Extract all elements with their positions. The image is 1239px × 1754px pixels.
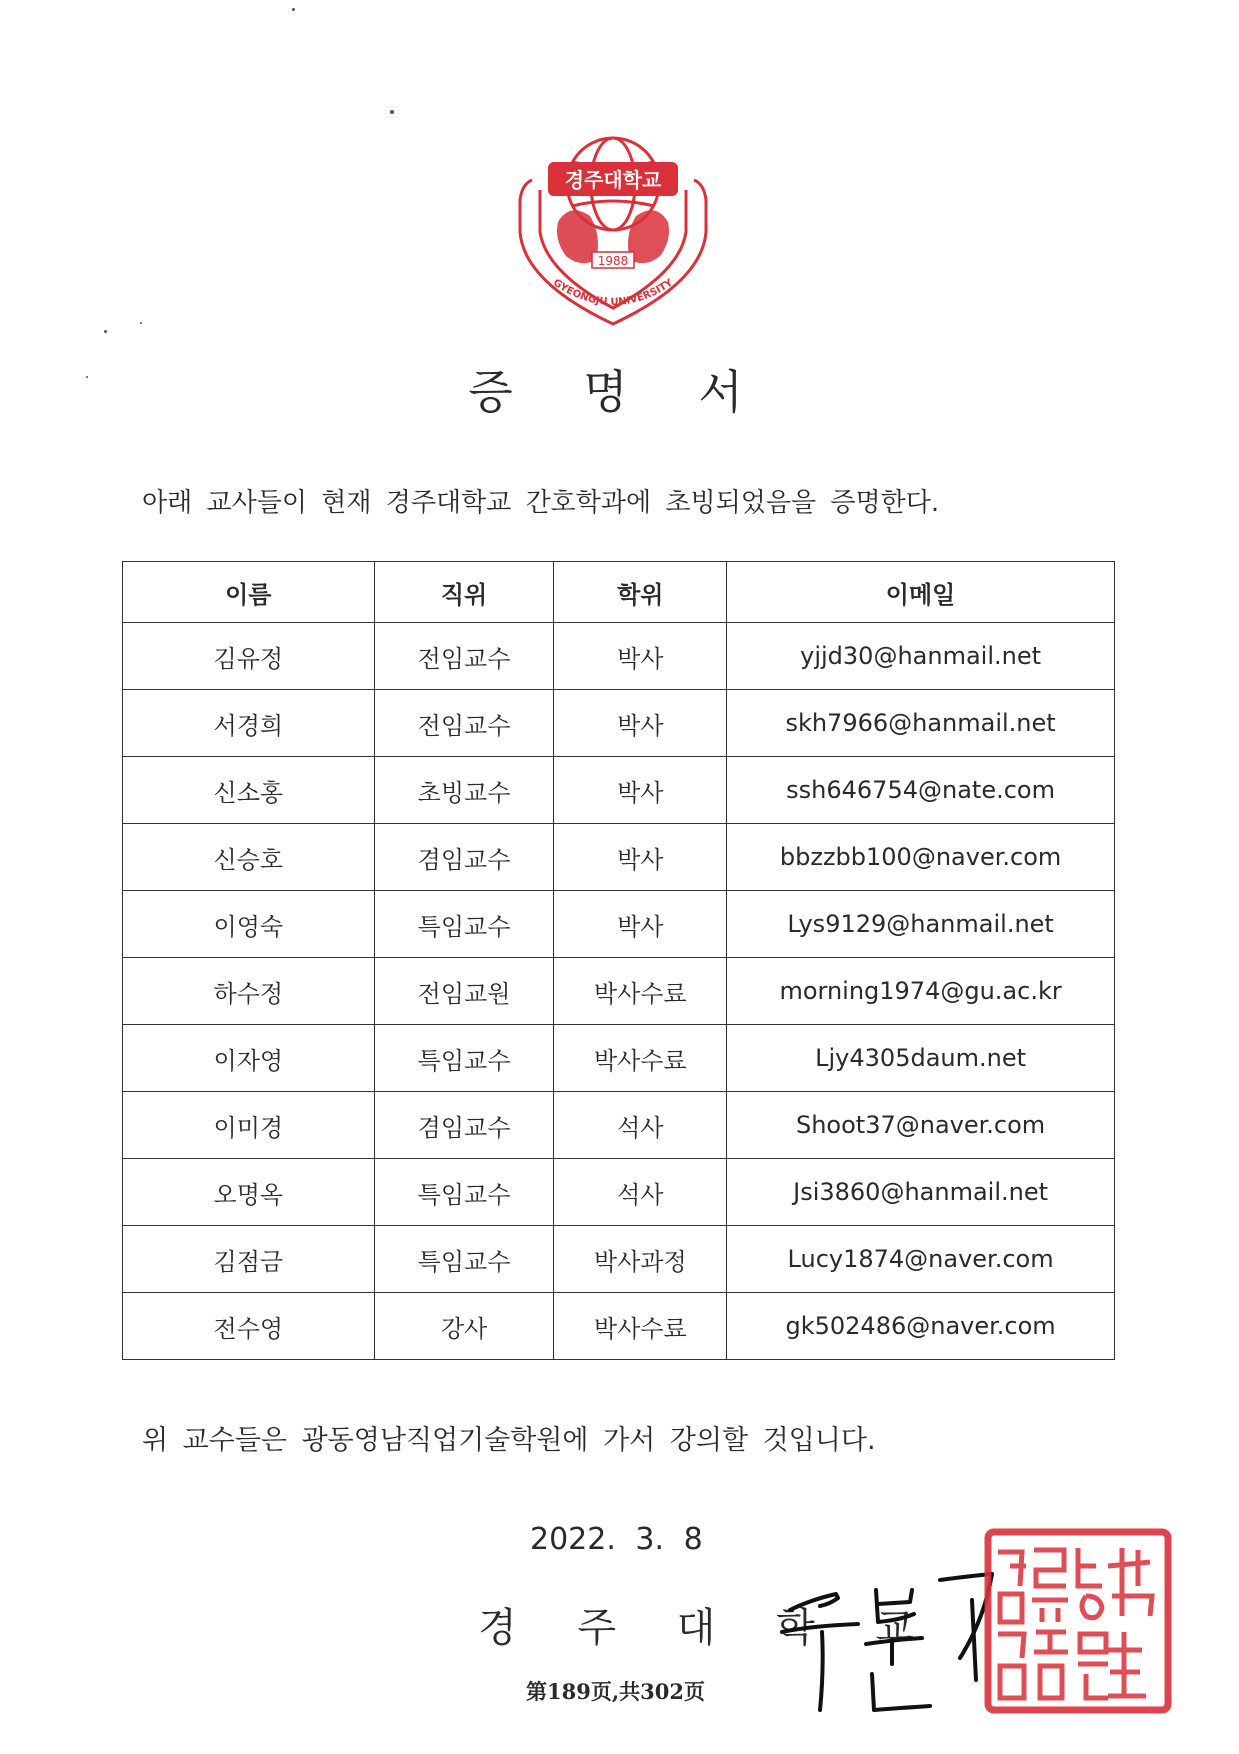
header-degree: 학위 (554, 562, 727, 623)
scan-speck (390, 110, 394, 114)
scan-speck (104, 330, 107, 333)
cell-position: 특임교수 (374, 891, 554, 958)
cell-position: 전임교수 (374, 623, 554, 690)
cell-name: 서경희 (123, 690, 375, 757)
logo-english-text: GYEONGJU UNIVERSITY (550, 277, 676, 309)
cell-email: Jsi3860@hanmail.net (727, 1159, 1115, 1226)
header-name: 이름 (123, 562, 375, 623)
handwritten-signature (780, 1560, 1000, 1720)
cell-degree: 박사 (554, 891, 727, 958)
official-seal (982, 1526, 1174, 1716)
cell-degree: 박사 (554, 623, 727, 690)
cell-name: 김점금 (123, 1226, 375, 1293)
cell-name: 김유정 (123, 623, 375, 690)
header-email: 이메일 (727, 562, 1115, 623)
cell-degree: 박사과정 (554, 1226, 727, 1293)
cell-email: yjjd30@hanmail.net (727, 623, 1115, 690)
cell-degree: 박사수료 (554, 1025, 727, 1092)
cell-email: Lucy1874@naver.com (727, 1226, 1115, 1293)
cell-degree: 박사 (554, 824, 727, 891)
cell-name: 신승호 (123, 824, 375, 891)
cell-degree: 박사 (554, 757, 727, 824)
table-row (123, 1293, 1115, 1360)
cell-name: 신소홍 (123, 757, 375, 824)
cell-name: 전수영 (123, 1293, 375, 1360)
cell-position: 특임교수 (374, 1025, 554, 1092)
table-row (123, 623, 1115, 690)
cell-email: bbzzbb100@naver.com (727, 824, 1115, 891)
table-row (123, 1092, 1115, 1159)
cell-position: 강사 (374, 1293, 554, 1360)
cell-degree: 석사 (554, 1092, 727, 1159)
logo-name-text: 경주대학교 (564, 168, 662, 192)
cell-name: 오명옥 (123, 1159, 375, 1226)
logo-year-text: 1988 (597, 254, 629, 268)
document-title: 증 명 서 (468, 365, 771, 419)
cell-degree: 박사수료 (554, 1293, 727, 1360)
table-row (123, 891, 1115, 958)
header-position: 직위 (374, 562, 554, 623)
cell-position: 특임교수 (374, 1159, 554, 1226)
cell-name: 이자영 (123, 1025, 375, 1092)
table-row (123, 1159, 1115, 1226)
faculty-table (122, 561, 1115, 1360)
cell-email: ssh646754@nate.com (727, 757, 1115, 824)
scan-speck (140, 322, 142, 324)
issuer-university: 경 주 대 학 교 (478, 1605, 939, 1651)
cell-name: 이영숙 (123, 891, 375, 958)
table-row (123, 824, 1115, 891)
intro-statement: 아래 교사들이 현재 경주대학교 간호학과에 초빙되었음을 증명한다. (142, 488, 940, 518)
cell-position: 전임교수 (374, 690, 554, 757)
table-row (123, 757, 1115, 824)
cell-degree: 박사 (554, 690, 727, 757)
cell-email: Ljy4305daum.net (727, 1025, 1115, 1092)
cell-position: 초빙교수 (374, 757, 554, 824)
cell-email: morning1974@gu.ac.kr (727, 958, 1115, 1025)
table-row (123, 690, 1115, 757)
cell-email: gk502486@naver.com (727, 1293, 1115, 1360)
page-number: 第189页,共302页 (526, 1679, 705, 1704)
cell-name: 이미경 (123, 1092, 375, 1159)
cell-degree: 석사 (554, 1159, 727, 1226)
cell-position: 전임교원 (374, 958, 554, 1025)
cell-position: 겸임교수 (374, 1092, 554, 1159)
cell-email: skh7966@hanmail.net (727, 690, 1115, 757)
table-row (123, 1226, 1115, 1293)
scan-speck (292, 8, 295, 11)
table-row (123, 958, 1115, 1025)
university-logo (510, 132, 716, 330)
issue-date: 2022. 3. 8 (530, 1522, 703, 1557)
cell-degree: 박사수료 (554, 958, 727, 1025)
cell-position: 겸임교수 (374, 824, 554, 891)
cell-name: 하수정 (123, 958, 375, 1025)
cell-email: Shoot37@naver.com (727, 1092, 1115, 1159)
closing-statement: 위 교수들은 광동영남직업기술학원에 가서 강의할 것입니다. (142, 1425, 876, 1456)
table-row (123, 1025, 1115, 1092)
cell-position: 특임교수 (374, 1226, 554, 1293)
table-header-row (123, 562, 1115, 623)
cell-email: Lys9129@hanmail.net (727, 891, 1115, 958)
